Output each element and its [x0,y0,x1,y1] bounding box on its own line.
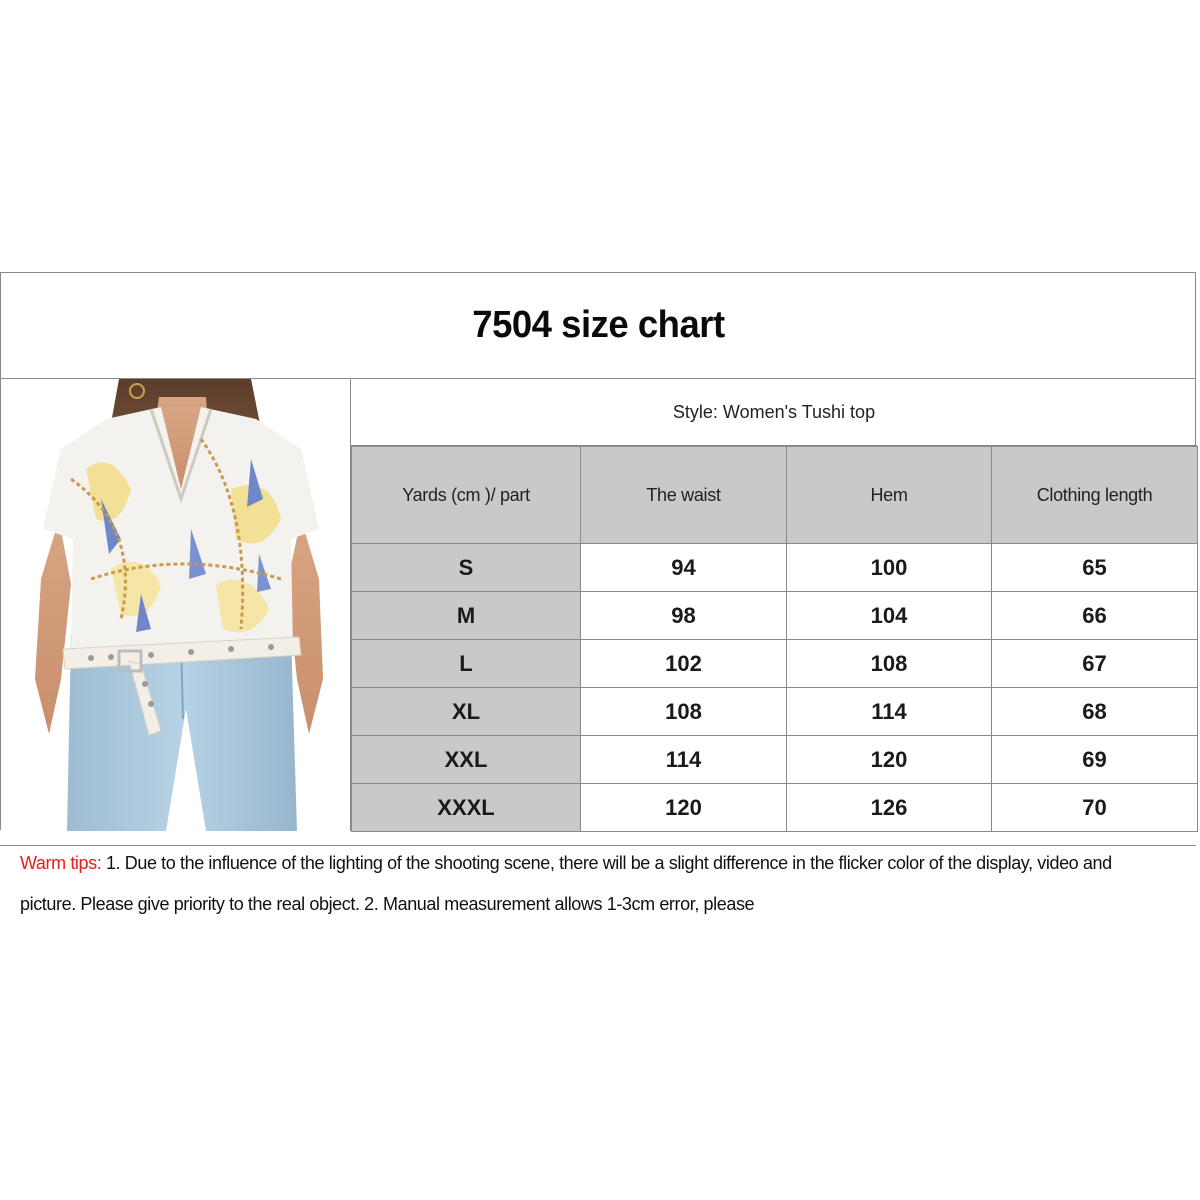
warm-tips [20,843,1170,925]
style-label: Style: Women's Tushi top [351,379,1197,446]
title-row [1,273,1195,379]
length-cell: 69 [992,736,1198,784]
size-table [351,446,1198,832]
table-row [352,736,1198,784]
hem-cell: 120 [787,736,992,784]
header-clothing-length: Clothing length [992,447,1198,544]
warm-tips-text: 1. Due to the influence of the lighting of the shooting scene, there will be a slight difference in the flicker color of the display, video and picture. Please give priority to the real object. 2. Manual measurement allows 1-3cm error, please [20,853,1112,914]
length-cell: 67 [992,640,1198,688]
length-cell: 68 [992,688,1198,736]
waist-cell: 98 [581,592,787,640]
chart-title: 7504 size chart [471,304,725,346]
size-cell: S [352,544,581,592]
header-size-part: Yards (cm )/ part [352,447,581,544]
size-cell: XXL [352,736,581,784]
product-photo [1,379,351,831]
size-chart-frame [0,272,1196,830]
size-cell: XL [352,688,581,736]
table-row [352,784,1198,832]
table-row [352,640,1198,688]
waist-cell: 102 [581,640,787,688]
model-photo-illustration [1,379,350,831]
table-row [352,688,1198,736]
header-hem: Hem [787,447,992,544]
length-cell: 70 [992,784,1198,832]
warm-tips-label: Warm tips: [20,853,102,873]
table-row [352,592,1198,640]
length-cell: 65 [992,544,1198,592]
length-cell: 66 [992,592,1198,640]
size-cell: XXXL [352,784,581,832]
hem-cell: 108 [787,640,992,688]
hem-cell: 104 [787,592,992,640]
table-row [352,544,1198,592]
size-cell: L [352,640,581,688]
hem-cell: 100 [787,544,992,592]
header-waist: The waist [581,447,787,544]
hem-cell: 126 [787,784,992,832]
waist-cell: 94 [581,544,787,592]
waist-cell: 108 [581,688,787,736]
hem-cell: 114 [787,688,992,736]
waist-cell: 120 [581,784,787,832]
size-cell: M [352,592,581,640]
table-header-row [352,447,1198,544]
waist-cell: 114 [581,736,787,784]
